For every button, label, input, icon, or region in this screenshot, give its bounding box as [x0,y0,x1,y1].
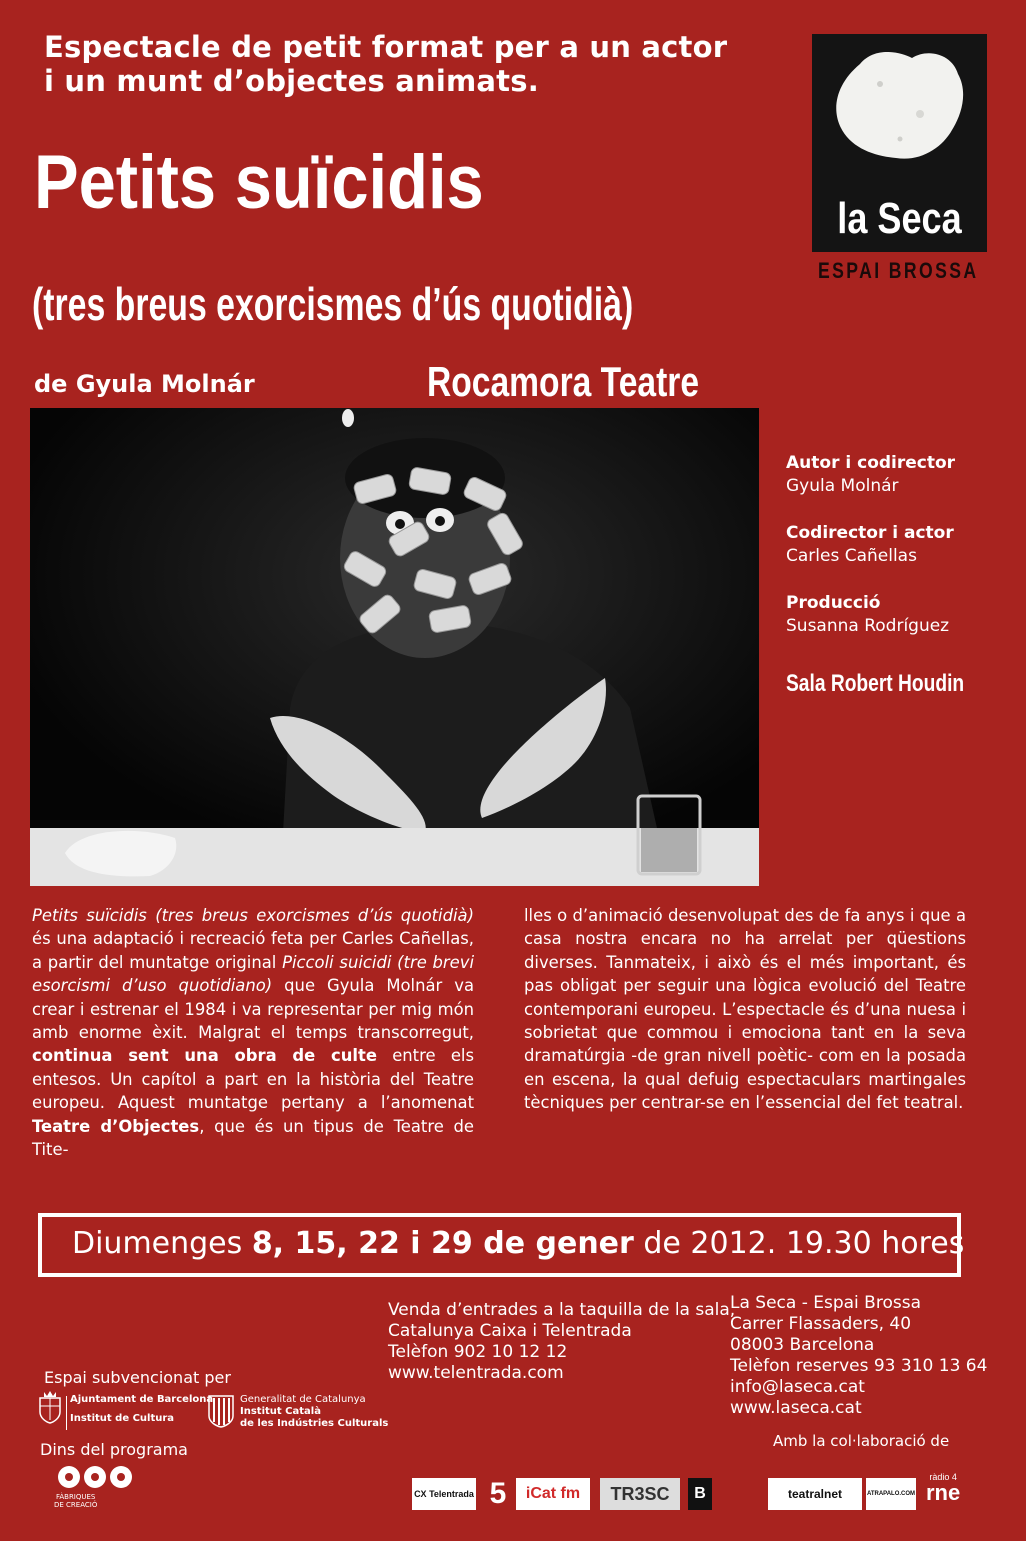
logo-name: la Seca [837,194,962,243]
fab-line: FÀBRIQUES [55,1493,96,1501]
dates-prefix: Diumenges [72,1226,252,1261]
divider [66,1396,67,1430]
radio4-label: ràdio 4 [929,1472,957,1482]
dates-suffix: de 2012. 19.30 hores [633,1226,965,1261]
credit-name: Gyula Molnár [786,476,899,496]
desc-text: és una adaptació i recreació feta per Carles Cañellas, a partir del muntatge original [32,929,474,972]
fab-line: DE CREACIÓ [54,1501,98,1509]
logo-subtitle: ESPAI BROSSA [818,258,979,283]
credit-role: Codirector i actor [786,523,954,543]
tagline-line-2: i un munt d’objectes animats. [44,64,539,98]
sponsor-teatralnet: teatralnet [768,1478,862,1510]
subsidy-label: Espai subvencionat per [44,1368,231,1387]
ticket-line: Venda d’entrades a la taquilla de la sala, [388,1300,736,1320]
show-subtitle: (tres breus exorcismes d’ús quotidià) [32,278,634,330]
credits [786,452,955,662]
sponsor-icat: iCat fm [516,1478,590,1510]
desc-text: , que és un tipus de Teatre de Tite- [32,1116,474,1160]
ticket-phone: Telèfon 902 10 12 12 [388,1342,568,1362]
ticket-info [388,1300,735,1384]
sponsor-canal5: 5 [489,1477,507,1510]
ticket-line: Catalunya Caixa i Telentrada [388,1321,632,1341]
dates-days: 8, 15, 22 i 29 de gener [251,1226,634,1261]
desc-bold: continua sent una obra de culte [32,1046,377,1066]
show-title: Petits suïcidis [34,140,484,225]
desc-title-italic: Petits suïcidis (tres breus exorcismes d’ús quotidià) [32,906,474,925]
icic-name-2: de les Indústries Culturals [240,1418,389,1429]
dates-box [38,1213,965,1277]
company-name: Rocamora Teatre [427,358,700,405]
desc-original-title: Piccoli suicidi (tre brevi esorcismi d’uso quotidiano) [32,952,475,996]
collaboration-label: Amb la col·laboració de [773,1432,950,1450]
sponsor-atrapalo: ATRAPALO.COM [866,1478,916,1510]
stone-icon [830,44,968,166]
credit-role: Autor i codirector [786,453,956,473]
credit-role: Producció [786,593,881,613]
author-line: de Gyula Molnár [34,370,255,398]
credit-production [786,592,955,638]
venue-name: Sala Robert Houdin [786,670,965,697]
program-label: Dins del programa [40,1440,188,1459]
venue-address [730,1293,987,1419]
desc-text: que Gyula Molnár va crear i estrenar el 1984 i va representar per mig món amb enorme èxit. Malgrat el temps transcorregut, [32,976,474,1043]
rne-label: rne [926,1480,961,1505]
icic-name: Institut Català [240,1406,321,1417]
barcelona-crest-icon [38,1390,62,1424]
fabriques-label [54,1493,97,1509]
tagline [44,30,727,98]
description-column-1 [32,904,474,1161]
reservation-phone: Telèfon reserves 93 310 13 64 [730,1356,988,1376]
fabriques-creacio-icon [56,1464,134,1490]
generalitat-logo [240,1394,388,1430]
credit-name: Susanna Rodríguez [786,616,950,636]
address-line: La Seca - Espai Brossa [730,1293,921,1313]
sponsor-btv: B [688,1478,712,1510]
show-photo [30,408,759,886]
website-link[interactable]: www.laseca.cat [730,1398,862,1418]
sponsor-telentrada: CX Telentrada [412,1478,476,1510]
ajuntament-logo [70,1393,213,1431]
performer-photo [30,408,759,886]
sponsor-tr3sc: TR3SC [600,1478,680,1510]
tagline-line-1: Espectacle de petit format per a un actor [44,30,728,64]
dates-text [72,1226,964,1261]
credit-name: Carles Cañellas [786,546,917,566]
credit-author [786,452,955,498]
desc-bold: Teatre d’Objectes [32,1116,200,1136]
ticket-website[interactable]: www.telentrada.com [388,1363,564,1383]
description-column-2: lles o d’animació desenvolupat des de fa anys i que a casa nostra encara no ha arrelat per qüestions diverses. Tanmateix, i això és el més important, és pas obligat per seguir una lògica evolució del Teatre contemporani europeu. L’espectacle és d’una nuesa i sobrietat que commou i emociona tant en la seva dramatúrgia -de gran nivell poètic- com en la posada en escena, la qual defuig espectaculars martingales tècniques per centrar-se en l’essencial del fet teatral. [524,906,966,1113]
la-seca-logo [812,34,987,252]
generalitat-crest-icon [208,1394,234,1428]
address-line: Carrer Flassaders, 40 [730,1314,912,1334]
sponsor-rne [926,1472,960,1504]
desc-text: entre els entesos. Un capítol a part en la història del Teatre europeu. Aquest muntatge pertany a l’anomenat [32,1046,474,1113]
email-link[interactable]: info@laseca.cat [730,1377,865,1397]
address-line: 08003 Barcelona [730,1335,875,1355]
credit-actor [786,522,955,568]
generalitat-name: Generalitat de Catalunya [240,1394,366,1405]
ajuntament-name: Ajuntament de Barcelona [70,1394,214,1405]
institut-cultura: Institut de Cultura [70,1413,175,1424]
